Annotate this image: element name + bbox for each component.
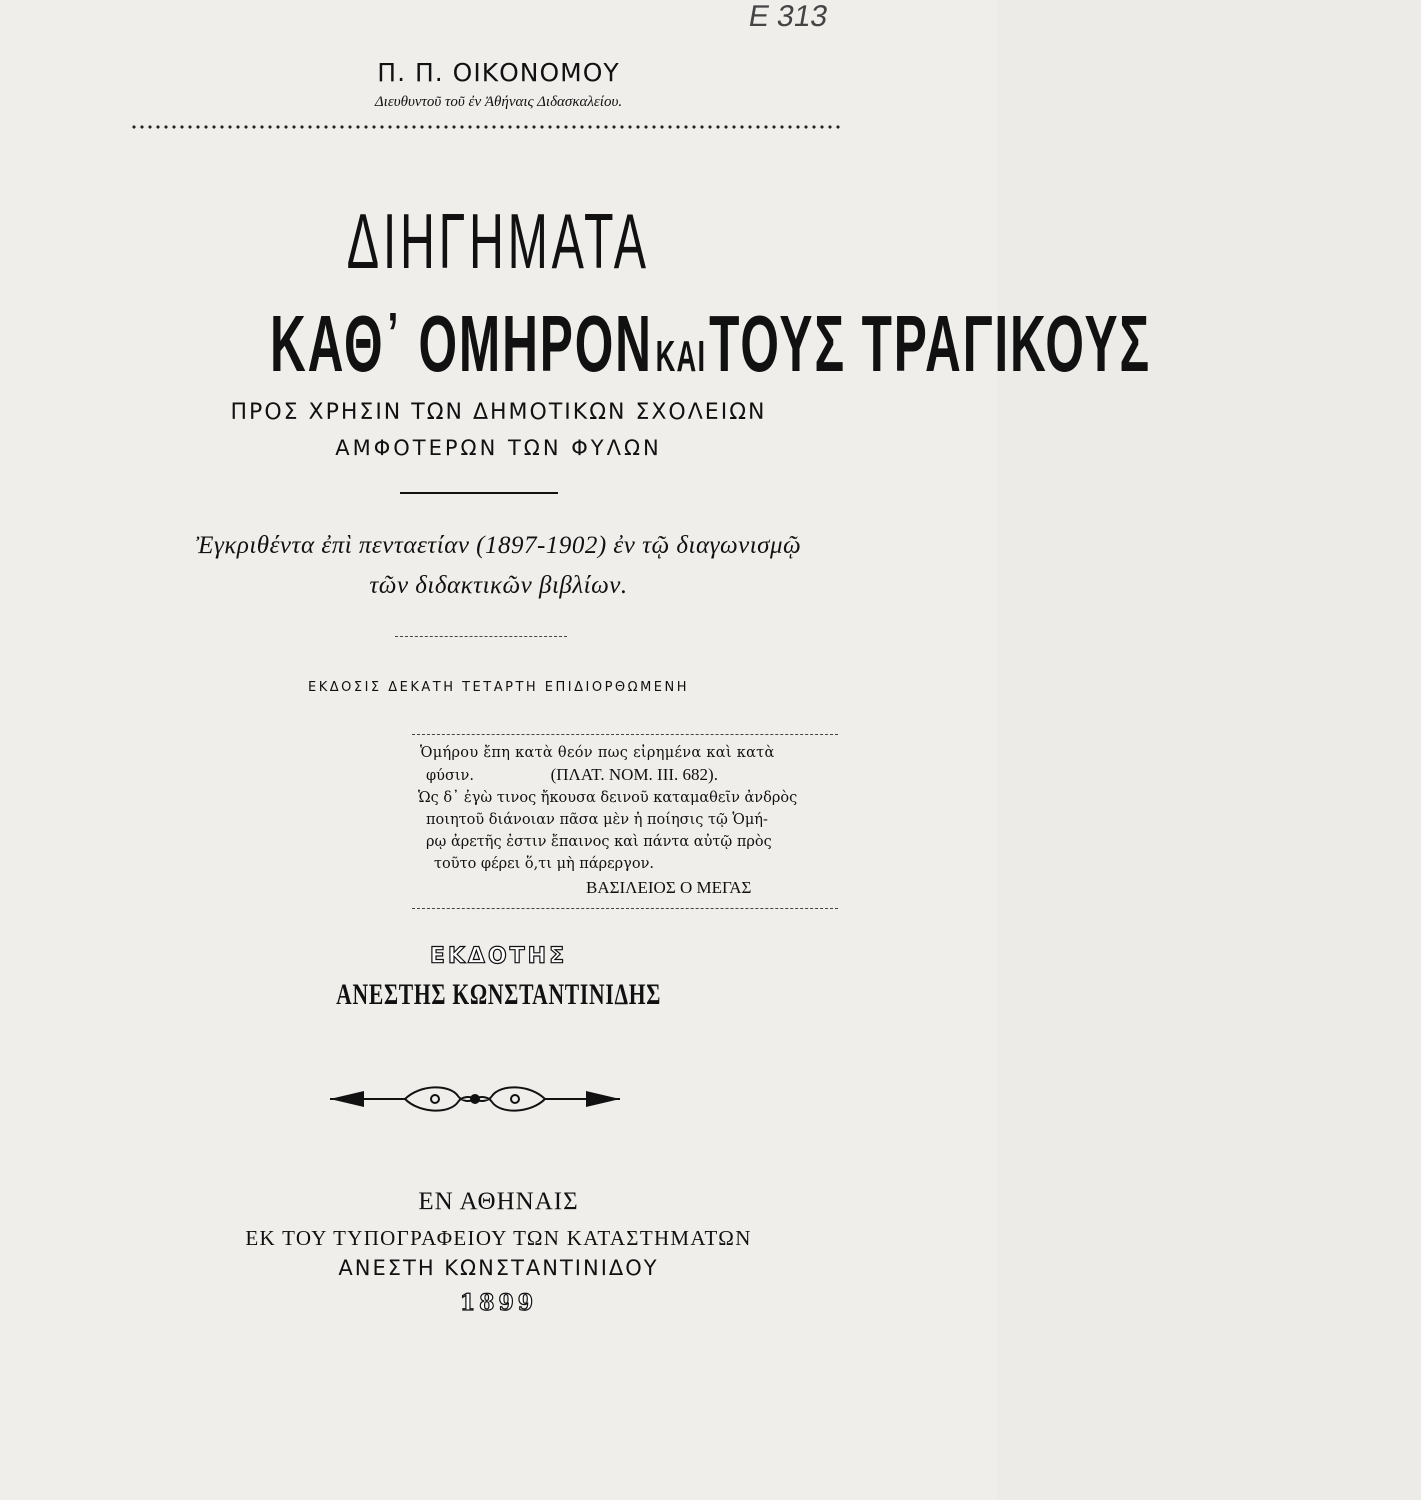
approval-line-2: τῶν διδακτικῶν βιβλίων. [369, 572, 628, 599]
dashed-divider-1 [395, 636, 567, 637]
library-stamp: E 313 [745, 0, 830, 33]
main-title-tragikous: ΤΟΥΣ ΤΡΑΓΙΚΟΥΣ [709, 299, 1152, 388]
main-title-kai: ΚΑΙ [655, 332, 707, 381]
title-line-2-wrap [0, 298, 1152, 388]
author-title: Διευθυντοῦ τοῦ ἐν Ἀθήναις Διδασκαλείου. [374, 94, 623, 110]
epigraph-line-3: Ὡς δ᾿ ἐγὼ τινος ἤκουσα δεινοῦ καταμαθεῖν ἀνδρὸς [418, 790, 798, 806]
edition-statement: ΕΚΔΟΣΙΣ ΔΕΚΑΤΗ ΤΕΤΑΡΤΗ ΕΠΙΔΙΟΡΘΩΜΕΝΗ [307, 680, 690, 695]
epigraph-line-4: ποιητοῦ διάνοιαν πᾶσα μὲν ἡ ποίησις τῷ Ὁμή- [426, 812, 768, 828]
epigraph-citation: (ΠΛΑΤ. ΝΟΜ. ΙΙΙ. 682). [550, 765, 718, 784]
publisher-name-wrap [0, 978, 997, 1018]
epigraph-line-2a: φύσιν. [426, 768, 474, 784]
main-title-kath-omiron: ΚΑΘ᾿ ΟΜΗΡΟΝ [269, 299, 653, 388]
epigraph-line-1: Ὁμήρου ἔπη κατὰ θεόν πως εἰρημένα καὶ κατὰ [420, 745, 775, 761]
subtitle-line-2: ΑΜΦΟΤΕΡΩΝ ΤΩΝ ΦΥΛΩΝ [335, 436, 662, 460]
imprint-city: ΕΝ ΑΘΗΝΑΙΣ [418, 1188, 579, 1215]
subtitle-line-1: ΠΡΟΣ ΧΡΗΣΙΝ ΤΩΝ ΔΗΜΟΤΙΚΩΝ ΣΧΟΛΕΙΩΝ [230, 400, 767, 425]
epigraph [414, 742, 838, 899]
imprint-year: 1899 [459, 1290, 538, 1316]
epigraph-line-6: τοῦτο φέρει ὅ,τι μὴ πάρεργον. [434, 856, 654, 872]
main-title-line-1: ΔΙΗΓΗΜΑΤΑ [347, 197, 650, 285]
approval-line-1: Ἐγκριθέντα ἐπὶ πενταετίαν (1897-1902) ἐν τῷ διαγωνισμῷ [195, 532, 802, 559]
title-line-1-wrap [0, 196, 997, 285]
author-name: Π. Π. ΟΙΚΟΝΟΜΟΥ [377, 58, 620, 87]
horizontal-rule [400, 492, 558, 494]
epigraph-line-5: ρῳ ἀρετῆς ἐστιν ἔπαινος καὶ πάντα αὐτῷ πρὸς [426, 834, 772, 850]
dotted-rule-top [130, 124, 840, 130]
publisher-label: ΕΚΔΟΤΗΣ [429, 944, 568, 969]
publisher-name: ΑΝΕΣΤΗΣ ΚΩΝΣΤΑΝΤΙΝΙΔΗΣ [336, 978, 661, 1011]
ornament-icon [330, 1082, 620, 1116]
epigraph-bottom-rule [412, 908, 838, 909]
imprint-owner: ΑΝΕΣΤΗ ΚΩΝΣΤΑΝΤΙΝΙΔΟΥ [338, 1256, 659, 1280]
imprint-press: ΕΚ ΤΟΥ ΤΥΠΟΓΡΑΦΕΙΟΥ ΤΩΝ ΚΑΤΑΣΤΗΜΑΤΩΝ [245, 1226, 752, 1250]
epigraph-attribution: ΒΑΣΙΛΕΙΟΣ Ο ΜΕΓΑΣ [586, 878, 752, 897]
epigraph-top-rule [412, 734, 838, 735]
